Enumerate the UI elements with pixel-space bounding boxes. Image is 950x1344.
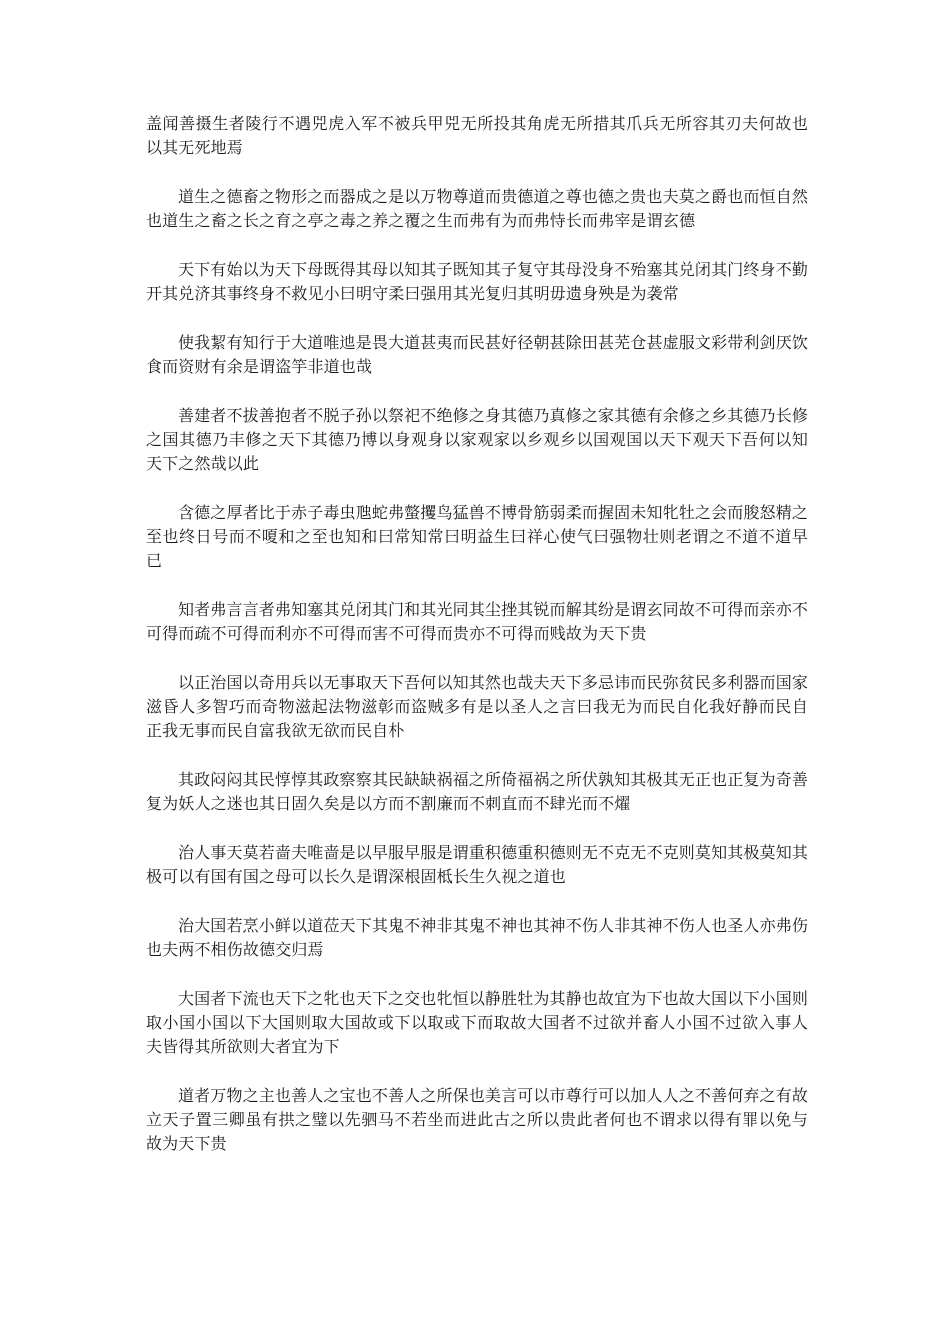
paragraph-2: 道生之德畜之物形之而器成之是以万物尊道而贵德道之尊也德之贵也夫莫之爵也而恒自然也道生之畜之长之育之亭之毒之养之覆之生而弗有为而弗恃长而弗宰是谓玄德	[146, 187, 808, 230]
paragraph-8: 以正治国以奇用兵以无事取天下吾何以知其然也哉夫天下多忌讳而民弥贫民多利器而国家滋昏人多智巧而奇物滋起法物滋彰而盗贼多有是以圣人之言曰我无为而民自化我好静而民自正我无事而民自富我欲无欲而民自朴	[146, 673, 808, 740]
paragraph-7: 知者弗言言者弗知塞其兑闭其门和其光同其尘挫其锐而解其纷是谓玄同故不可得而亲亦不可得而疏不可得而利亦不可得而害不可得而贵亦不可得而贱故为天下贵	[146, 600, 808, 643]
paragraph-1: 盖闻善摄生者陵行不遇兕虎入军不被兵甲兕无所投其角虎无所措其爪兵无所容其刃夫何故也以其无死地焉	[146, 114, 808, 157]
document-body	[146, 112, 808, 1181]
paragraph-9: 其政闷闷其民惇惇其政察察其民缺缺祸福之所倚福祸之所伏孰知其极其无正也正复为奇善复为妖人之迷也其日固久矣是以方而不割廉而不刺直而不肆光而不燿	[146, 770, 808, 813]
paragraph-4: 使我絜有知行于大道唯迆是畏大道甚夷而民甚好径朝甚除田甚芜仓甚虚服文彩带利剑厌饮食而资财有余是谓盗竽非道也哉	[146, 333, 808, 376]
paragraph-10: 治人事天莫若啬夫唯啬是以早服早服是谓重积德重积德则无不克无不克则莫知其极莫知其极可以有国有国之母可以长久是谓深根固柢长生久视之道也	[146, 843, 808, 886]
paragraph-3: 天下有始以为天下母既得其母以知其子既知其子复守其母没身不殆塞其兑闭其门终身不勤开其兑济其事终身不救见小曰明守柔曰强用其光复归其明毋遗身殃是为袭常	[146, 260, 808, 303]
paragraph-5: 善建者不拔善抱者不脱子孙以祭祀不绝修之身其德乃真修之家其德有余修之乡其德乃长修之国其德乃丰修之天下其德乃博以身观身以家观家以乡观乡以国观国以天下观天下吾何以知天下之然哉以此	[146, 406, 808, 473]
paragraph-13: 道者万物之主也善人之宝也不善人之所保也美言可以市尊行可以加人人之不善何弃之有故立天子置三卿虽有拱之璧以先驷马不若坐而进此古之所以贵此者何也不谓求以得有罪以免与故为天下贵	[146, 1086, 808, 1153]
paragraph-6: 含德之厚者比于赤子毒虫虺蛇弗螫攫鸟猛兽不博骨筋弱柔而握固未知牝牡之会而朘怒精之至也终日号而不嗄和之至也知和曰常知常曰明益生曰祥心使气曰强物壮则老谓之不道不道早已	[146, 503, 808, 570]
paragraph-12: 大国者下流也天下之牝也天下之交也牝恒以静胜牡为其静也故宜为下也故大国以下小国则取小国小国以下大国则取大国故或下以取或下而取故大国者不过欲并畜人小国不过欲入事人夫皆得其所欲则大者宜为下	[146, 989, 808, 1056]
paragraph-11: 治大国若烹小鲜以道莅天下其鬼不神非其鬼不神也其神不伤人非其神不伤人也圣人亦弗伤也夫两不相伤故德交归焉	[146, 916, 808, 959]
